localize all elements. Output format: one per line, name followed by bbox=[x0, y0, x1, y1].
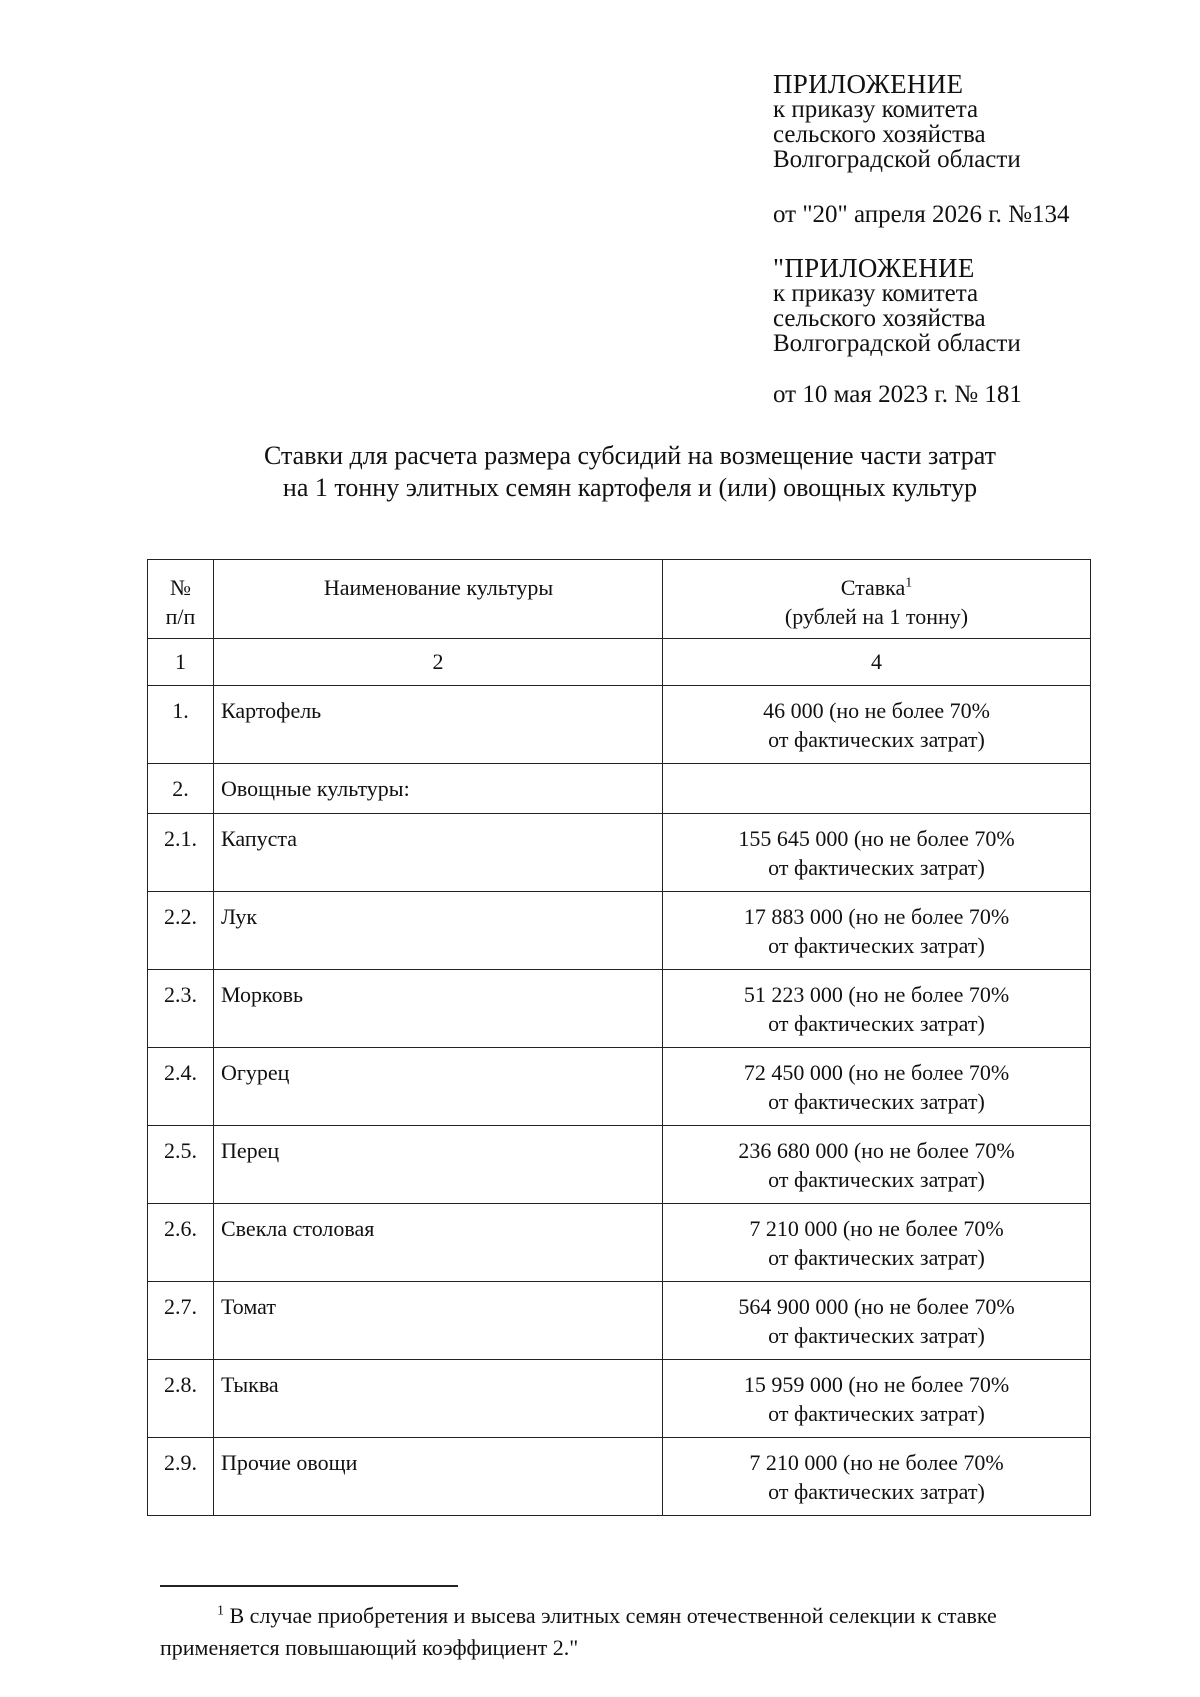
table-row bbox=[148, 1204, 1091, 1282]
row-number: 2. bbox=[148, 764, 214, 814]
rate-suffix: от фактических затрат) bbox=[768, 1401, 985, 1426]
rate-value: 7 210 000 (но не более 70% bbox=[749, 1216, 1004, 1241]
rate-value: 564 900 000 (но не более 70% bbox=[738, 1294, 1015, 1319]
order-date-2: от 10 мая 2023 г. № 181 bbox=[773, 381, 1022, 408]
crop-name: Лук bbox=[214, 892, 663, 970]
appendix-title: "ПРИЛОЖЕНИЕ bbox=[773, 253, 975, 283]
document-title bbox=[140, 440, 1120, 504]
header-cell-rate: Ставка$^1$ (рублей на 1 тонну) bbox=[663, 560, 1091, 639]
table-row bbox=[148, 814, 1091, 892]
table-header-row bbox=[148, 560, 1091, 639]
table-row bbox=[148, 892, 1091, 970]
rate-suffix: от фактических затрат) bbox=[768, 1011, 985, 1036]
appendix-title: ПРИЛОЖЕНИЕ bbox=[773, 69, 964, 99]
footnote-ref: 1 bbox=[905, 575, 913, 591]
row-number: 1. bbox=[148, 686, 214, 764]
title-line: на 1 тонну элитных семян картофеля и (или) овощных культур bbox=[282, 473, 978, 502]
rate-value: 72 450 000 (но не более 70% bbox=[743, 1060, 1010, 1085]
rate-suffix: от фактических затрат) bbox=[768, 1089, 985, 1114]
rate-cell bbox=[663, 970, 1091, 1048]
row-number: 2.9. bbox=[148, 1438, 214, 1516]
row-number: 2.3. bbox=[148, 970, 214, 1048]
rate-suffix: от фактических затрат) bbox=[768, 855, 985, 880]
column-number: 2 bbox=[214, 639, 663, 686]
rate-value: 7 210 000 (но не более 70% bbox=[749, 1450, 1004, 1475]
header-block-2 bbox=[773, 253, 1021, 357]
header-line: Волгоградской области bbox=[773, 330, 1021, 357]
crop-name: Картофель bbox=[214, 686, 663, 764]
rate-suffix: от фактических затрат) bbox=[768, 1245, 985, 1270]
rate-suffix: от фактических затрат) bbox=[768, 1323, 985, 1348]
title-line: Ставки для расчета размера субсидий на возмещение части затрат bbox=[263, 441, 997, 470]
table-row bbox=[148, 1126, 1091, 1204]
crop-name: Овощные культуры: bbox=[214, 764, 663, 814]
row-number: 2.6. bbox=[148, 1204, 214, 1282]
rate-value: 17 883 000 (но не более 70% bbox=[743, 904, 1010, 929]
table-row bbox=[148, 1438, 1091, 1516]
rate-cell bbox=[663, 1204, 1091, 1282]
rate-cell bbox=[663, 814, 1091, 892]
column-number: 4 bbox=[663, 639, 1091, 686]
row-number: 2.4. bbox=[148, 1048, 214, 1126]
column-number-row bbox=[148, 639, 1091, 686]
footnote-text: В случае приобретения и высева элитных семян отечественной селекции к ставке bbox=[224, 1603, 997, 1628]
row-number: 2.2. bbox=[148, 892, 214, 970]
rate-value: 51 223 000 (но не более 70% bbox=[743, 982, 1010, 1007]
header-cell-name: Наименование культуры bbox=[214, 560, 663, 639]
rate-cell bbox=[663, 1282, 1091, 1360]
crop-name: Капуста bbox=[214, 814, 663, 892]
row-number: 2.7. bbox=[148, 1282, 214, 1360]
rate-suffix: от фактических затрат) bbox=[768, 933, 985, 958]
crop-name: Тыква bbox=[214, 1360, 663, 1438]
order-date-1: от "20" апреля 2026 г. №134 bbox=[773, 201, 1070, 228]
rate-cell bbox=[663, 1438, 1091, 1516]
rate-cell bbox=[663, 1360, 1091, 1438]
footnote bbox=[160, 1600, 1100, 1664]
table-row bbox=[148, 1360, 1091, 1438]
rate-suffix: от фактических затрат) bbox=[768, 1479, 985, 1504]
rate-suffix: от фактических затрат) bbox=[768, 1167, 985, 1192]
crop-name: Морковь bbox=[214, 970, 663, 1048]
table-row bbox=[148, 686, 1091, 764]
rate-cell bbox=[663, 1048, 1091, 1126]
row-number: 2.5. bbox=[148, 1126, 214, 1204]
header-cell-no: № п/п bbox=[148, 560, 214, 639]
footnote-divider bbox=[160, 1585, 458, 1587]
table-row bbox=[148, 1048, 1091, 1126]
row-number: 2.1. bbox=[148, 814, 214, 892]
header-block-1 bbox=[773, 69, 1021, 173]
table-row bbox=[148, 1282, 1091, 1360]
rate-value: 155 645 000 (но не более 70% bbox=[738, 826, 1015, 851]
header-line: сельского хозяйства bbox=[773, 305, 986, 332]
table-row bbox=[148, 970, 1091, 1048]
table-row bbox=[148, 764, 1091, 814]
header-line: к приказу комитета bbox=[773, 280, 979, 307]
footnote-mark: 1 bbox=[217, 1603, 224, 1619]
rate-cell bbox=[663, 1126, 1091, 1204]
footnote-text: применяется повышающий коэффициент 2." bbox=[160, 1635, 579, 1660]
rate-value: 46 000 (но не более 70% bbox=[763, 698, 990, 723]
column-number: 1 bbox=[148, 639, 214, 686]
crop-name: Прочие овощи bbox=[214, 1438, 663, 1516]
header-line: к приказу комитета bbox=[773, 96, 979, 123]
rate-suffix: от фактических затрат) bbox=[768, 727, 985, 752]
header-line: сельского хозяйства bbox=[773, 121, 986, 148]
header-line: Волгоградской области bbox=[773, 146, 1021, 173]
rate-cell bbox=[663, 764, 1091, 814]
crop-name: Свекла столовая bbox=[214, 1204, 663, 1282]
rate-value: 15 959 000 (но не более 70% bbox=[743, 1372, 1010, 1397]
rate-value: 236 680 000 (но не более 70% bbox=[738, 1138, 1015, 1163]
crop-name: Огурец bbox=[214, 1048, 663, 1126]
rates-table bbox=[147, 559, 1091, 1516]
crop-name: Перец bbox=[214, 1126, 663, 1204]
rate-cell bbox=[663, 686, 1091, 764]
rate-cell bbox=[663, 892, 1091, 970]
row-number: 2.8. bbox=[148, 1360, 214, 1438]
crop-name: Томат bbox=[214, 1282, 663, 1360]
